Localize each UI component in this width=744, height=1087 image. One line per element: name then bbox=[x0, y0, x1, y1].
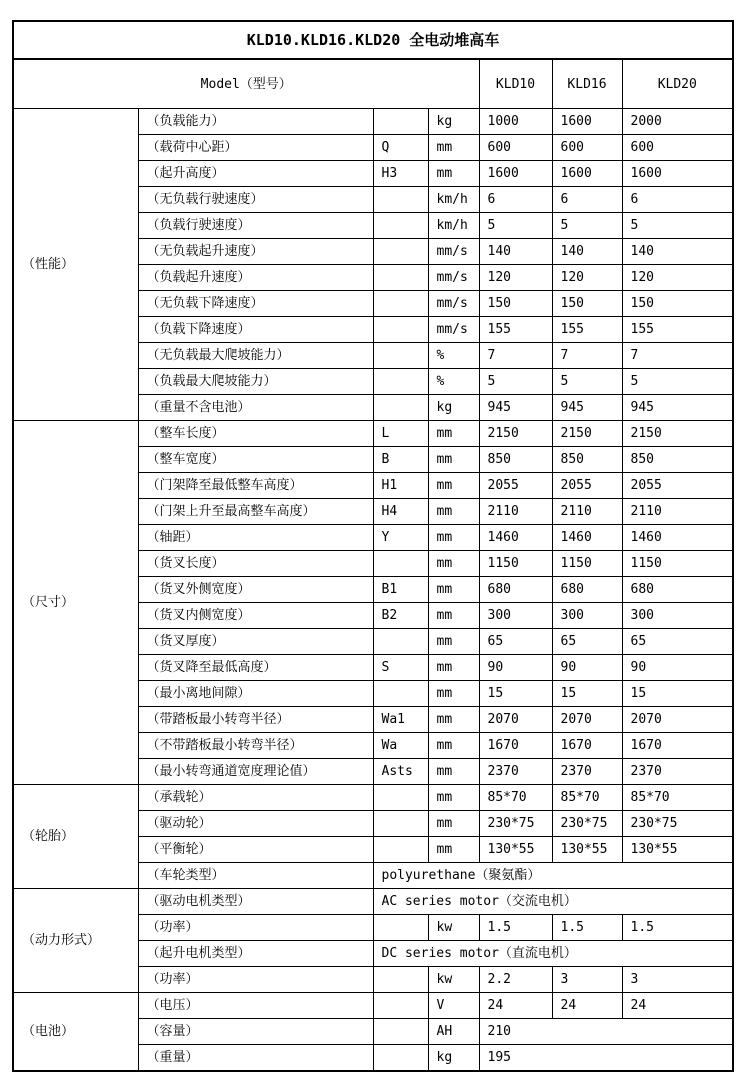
value-cell: 140 bbox=[552, 239, 622, 265]
value-cell: 6 bbox=[552, 187, 622, 213]
value-cell: 150 bbox=[479, 291, 552, 317]
value-cell: 7 bbox=[479, 343, 552, 369]
merged-value-cell: 210 bbox=[479, 1019, 733, 1045]
value-cell: 1.5 bbox=[552, 915, 622, 941]
value-cell: 2070 bbox=[622, 707, 733, 733]
symbol-cell bbox=[373, 681, 428, 707]
value-cell: 85*70 bbox=[479, 785, 552, 811]
value-cell: 15 bbox=[479, 681, 552, 707]
value-cell: 1670 bbox=[622, 733, 733, 759]
spec-label-cell: （门架上升至最高整车高度） bbox=[138, 499, 373, 525]
spec-label-cell: （最小离地间隙） bbox=[138, 681, 373, 707]
value-cell: 65 bbox=[622, 629, 733, 655]
spec-label-cell: （不带踏板最小转弯半径） bbox=[138, 733, 373, 759]
value-cell: 1460 bbox=[552, 525, 622, 551]
unit-cell: mm bbox=[428, 785, 479, 811]
spec-label-cell: （负载下降速度） bbox=[138, 317, 373, 343]
spec-label-cell: （最小转弯通道宽度理论值） bbox=[138, 759, 373, 785]
value-cell: 5 bbox=[622, 213, 733, 239]
value-cell: 2070 bbox=[479, 707, 552, 733]
value-cell: 1670 bbox=[479, 733, 552, 759]
value-cell: 2370 bbox=[622, 759, 733, 785]
span-value-cell: polyurethane（聚氨酯） bbox=[373, 863, 733, 889]
spec-label-cell: （无负载行驶速度） bbox=[138, 187, 373, 213]
category-cell: （性能） bbox=[13, 109, 138, 421]
value-cell: 120 bbox=[552, 265, 622, 291]
value-cell: 120 bbox=[622, 265, 733, 291]
symbol-cell bbox=[373, 967, 428, 993]
table-row bbox=[13, 421, 733, 447]
unit-cell: mm/s bbox=[428, 239, 479, 265]
table-row bbox=[13, 889, 733, 915]
spec-label-cell: （驱动电机类型） bbox=[138, 889, 373, 915]
symbol-cell: B bbox=[373, 447, 428, 473]
value-cell: 2110 bbox=[479, 499, 552, 525]
value-cell: 1.5 bbox=[622, 915, 733, 941]
table-title-row bbox=[13, 21, 733, 59]
spec-label-cell: （负载行驶速度） bbox=[138, 213, 373, 239]
spec-label-cell: （负载能力） bbox=[138, 109, 373, 135]
value-cell: 1150 bbox=[622, 551, 733, 577]
spec-label-cell: （电压） bbox=[138, 993, 373, 1019]
symbol-cell: H3 bbox=[373, 161, 428, 187]
value-cell: 2055 bbox=[622, 473, 733, 499]
unit-cell: km/h bbox=[428, 213, 479, 239]
value-cell: 7 bbox=[552, 343, 622, 369]
value-cell: 155 bbox=[479, 317, 552, 343]
unit-cell: mm bbox=[428, 681, 479, 707]
unit-cell: kg bbox=[428, 1045, 479, 1072]
category-cell: （轮胎） bbox=[13, 785, 138, 889]
value-cell: 150 bbox=[622, 291, 733, 317]
symbol-cell bbox=[373, 213, 428, 239]
span-value-cell: DC series motor（直流电机） bbox=[373, 941, 733, 967]
value-cell: 85*70 bbox=[552, 785, 622, 811]
symbol-cell bbox=[373, 109, 428, 135]
model-column-kld20: KLD20 bbox=[622, 59, 733, 109]
value-cell: 3 bbox=[622, 967, 733, 993]
value-cell: 15 bbox=[622, 681, 733, 707]
symbol-cell bbox=[373, 551, 428, 577]
value-cell: 1600 bbox=[479, 161, 552, 187]
value-cell: 2.2 bbox=[479, 967, 552, 993]
value-cell: 24 bbox=[552, 993, 622, 1019]
symbol-cell: Asts bbox=[373, 759, 428, 785]
spec-label-cell: （货叉厚度） bbox=[138, 629, 373, 655]
value-cell: 5 bbox=[552, 213, 622, 239]
table-row bbox=[13, 993, 733, 1019]
spec-label-cell: （负载起升速度） bbox=[138, 265, 373, 291]
unit-cell: mm bbox=[428, 603, 479, 629]
value-cell: 150 bbox=[552, 291, 622, 317]
unit-cell: mm bbox=[428, 421, 479, 447]
value-cell: 65 bbox=[552, 629, 622, 655]
value-cell: 5 bbox=[479, 213, 552, 239]
symbol-cell: B2 bbox=[373, 603, 428, 629]
unit-cell: mm bbox=[428, 837, 479, 863]
spec-label-cell: （货叉长度） bbox=[138, 551, 373, 577]
unit-cell: mm bbox=[428, 733, 479, 759]
value-cell: 850 bbox=[622, 447, 733, 473]
value-cell: 2000 bbox=[622, 109, 733, 135]
unit-cell: mm bbox=[428, 525, 479, 551]
span-value-cell: AC series motor（交流电机） bbox=[373, 889, 733, 915]
spec-label-cell: （重量不含电池） bbox=[138, 395, 373, 421]
symbol-cell bbox=[373, 1019, 428, 1045]
value-cell: 24 bbox=[479, 993, 552, 1019]
symbol-cell bbox=[373, 993, 428, 1019]
spec-label-cell: （负载最大爬坡能力） bbox=[138, 369, 373, 395]
symbol-cell bbox=[373, 1045, 428, 1072]
value-cell: 1600 bbox=[622, 161, 733, 187]
symbol-cell bbox=[373, 291, 428, 317]
spec-label-cell: （轴距） bbox=[138, 525, 373, 551]
spec-label-cell: （无负载下降速度） bbox=[138, 291, 373, 317]
category-cell: （电池） bbox=[13, 993, 138, 1072]
value-cell: 850 bbox=[552, 447, 622, 473]
merged-value-cell: 195 bbox=[479, 1045, 733, 1072]
spec-label-cell: （重量） bbox=[138, 1045, 373, 1072]
value-cell: 2055 bbox=[552, 473, 622, 499]
value-cell: 65 bbox=[479, 629, 552, 655]
spec-label-cell: （功率） bbox=[138, 915, 373, 941]
unit-cell: mm bbox=[428, 161, 479, 187]
value-cell: 600 bbox=[552, 135, 622, 161]
unit-cell: mm bbox=[428, 655, 479, 681]
value-cell: 130*55 bbox=[552, 837, 622, 863]
value-cell: 1000 bbox=[479, 109, 552, 135]
unit-cell: V bbox=[428, 993, 479, 1019]
spec-label-cell: （货叉降至最低高度） bbox=[138, 655, 373, 681]
value-cell: 680 bbox=[552, 577, 622, 603]
unit-cell: kg bbox=[428, 395, 479, 421]
value-cell: 6 bbox=[622, 187, 733, 213]
value-cell: 1460 bbox=[479, 525, 552, 551]
value-cell: 2110 bbox=[622, 499, 733, 525]
category-cell: （尺寸） bbox=[13, 421, 138, 785]
value-cell: 2370 bbox=[479, 759, 552, 785]
value-cell: 155 bbox=[622, 317, 733, 343]
spec-label-cell: （起升高度） bbox=[138, 161, 373, 187]
value-cell: 1.5 bbox=[479, 915, 552, 941]
symbol-cell: S bbox=[373, 655, 428, 681]
spec-label-cell: （平衡轮） bbox=[138, 837, 373, 863]
value-cell: 2370 bbox=[552, 759, 622, 785]
symbol-cell bbox=[373, 837, 428, 863]
value-cell: 140 bbox=[479, 239, 552, 265]
unit-cell: mm bbox=[428, 707, 479, 733]
symbol-cell bbox=[373, 369, 428, 395]
symbol-cell: Y bbox=[373, 525, 428, 551]
value-cell: 155 bbox=[552, 317, 622, 343]
value-cell: 2110 bbox=[552, 499, 622, 525]
unit-cell: mm bbox=[428, 577, 479, 603]
unit-cell: mm bbox=[428, 759, 479, 785]
value-cell: 85*70 bbox=[622, 785, 733, 811]
spec-label-cell: （功率） bbox=[138, 967, 373, 993]
symbol-cell bbox=[373, 395, 428, 421]
unit-cell: AH bbox=[428, 1019, 479, 1045]
value-cell: 140 bbox=[622, 239, 733, 265]
model-column-kld10: KLD10 bbox=[479, 59, 552, 109]
table-row bbox=[13, 109, 733, 135]
unit-cell: mm bbox=[428, 135, 479, 161]
unit-cell: mm bbox=[428, 499, 479, 525]
value-cell: 3 bbox=[552, 967, 622, 993]
value-cell: 90 bbox=[479, 655, 552, 681]
spec-label-cell: （带踏板最小转弯半径） bbox=[138, 707, 373, 733]
unit-cell: mm/s bbox=[428, 291, 479, 317]
spec-label-cell: （无负载起升速度） bbox=[138, 239, 373, 265]
unit-cell: mm bbox=[428, 551, 479, 577]
value-cell: 5 bbox=[552, 369, 622, 395]
symbol-cell: H4 bbox=[373, 499, 428, 525]
symbol-cell bbox=[373, 265, 428, 291]
value-cell: 1150 bbox=[552, 551, 622, 577]
value-cell: 945 bbox=[479, 395, 552, 421]
value-cell: 850 bbox=[479, 447, 552, 473]
value-cell: 2070 bbox=[552, 707, 622, 733]
value-cell: 680 bbox=[479, 577, 552, 603]
value-cell: 300 bbox=[479, 603, 552, 629]
value-cell: 2150 bbox=[622, 421, 733, 447]
value-cell: 1670 bbox=[552, 733, 622, 759]
unit-cell: km/h bbox=[428, 187, 479, 213]
value-cell: 130*55 bbox=[479, 837, 552, 863]
value-cell: 1150 bbox=[479, 551, 552, 577]
value-cell: 5 bbox=[479, 369, 552, 395]
value-cell: 600 bbox=[479, 135, 552, 161]
spec-label-cell: （无负载最大爬坡能力） bbox=[138, 343, 373, 369]
value-cell: 680 bbox=[622, 577, 733, 603]
symbol-cell: B1 bbox=[373, 577, 428, 603]
symbol-cell bbox=[373, 317, 428, 343]
unit-cell: mm bbox=[428, 473, 479, 499]
spec-table bbox=[12, 20, 734, 1072]
unit-cell: % bbox=[428, 369, 479, 395]
symbol-cell bbox=[373, 187, 428, 213]
value-cell: 945 bbox=[622, 395, 733, 421]
unit-cell: kw bbox=[428, 967, 479, 993]
value-cell: 90 bbox=[622, 655, 733, 681]
value-cell: 300 bbox=[622, 603, 733, 629]
spec-label-cell: （车轮类型） bbox=[138, 863, 373, 889]
value-cell: 1600 bbox=[552, 161, 622, 187]
unit-cell: mm bbox=[428, 629, 479, 655]
spec-label-cell: （货叉内侧宽度） bbox=[138, 603, 373, 629]
spec-label-cell: （承载轮） bbox=[138, 785, 373, 811]
spec-table-container bbox=[12, 20, 734, 1072]
symbol-cell: Q bbox=[373, 135, 428, 161]
symbol-cell bbox=[373, 915, 428, 941]
symbol-cell: Wa bbox=[373, 733, 428, 759]
model-header-label: Model（型号） bbox=[13, 59, 479, 109]
unit-cell: mm/s bbox=[428, 317, 479, 343]
value-cell: 24 bbox=[622, 993, 733, 1019]
symbol-cell: H1 bbox=[373, 473, 428, 499]
value-cell: 130*55 bbox=[622, 837, 733, 863]
symbol-cell: Wa1 bbox=[373, 707, 428, 733]
value-cell: 600 bbox=[622, 135, 733, 161]
spec-label-cell: （容量） bbox=[138, 1019, 373, 1045]
unit-cell: mm bbox=[428, 811, 479, 837]
spec-label-cell: （载荷中心距） bbox=[138, 135, 373, 161]
model-column-kld16: KLD16 bbox=[552, 59, 622, 109]
value-cell: 6 bbox=[479, 187, 552, 213]
value-cell: 945 bbox=[552, 395, 622, 421]
value-cell: 230*75 bbox=[622, 811, 733, 837]
spec-label-cell: （起升电机类型） bbox=[138, 941, 373, 967]
value-cell: 1460 bbox=[622, 525, 733, 551]
value-cell: 300 bbox=[552, 603, 622, 629]
value-cell: 5 bbox=[622, 369, 733, 395]
value-cell: 2055 bbox=[479, 473, 552, 499]
table-title: KLD10.KLD16.KLD20 全电动堆高车 bbox=[13, 21, 733, 59]
table-row bbox=[13, 785, 733, 811]
spec-label-cell: （货叉外侧宽度） bbox=[138, 577, 373, 603]
table-header-row bbox=[13, 59, 733, 109]
symbol-cell bbox=[373, 629, 428, 655]
value-cell: 1600 bbox=[552, 109, 622, 135]
spec-label-cell: （整车长度） bbox=[138, 421, 373, 447]
spec-label-cell: （门架降至最低整车高度） bbox=[138, 473, 373, 499]
value-cell: 2150 bbox=[552, 421, 622, 447]
symbol-cell bbox=[373, 239, 428, 265]
symbol-cell bbox=[373, 785, 428, 811]
value-cell: 2150 bbox=[479, 421, 552, 447]
symbol-cell: L bbox=[373, 421, 428, 447]
value-cell: 15 bbox=[552, 681, 622, 707]
value-cell: 90 bbox=[552, 655, 622, 681]
value-cell: 230*75 bbox=[552, 811, 622, 837]
category-cell: （动力形式） bbox=[13, 889, 138, 993]
unit-cell: % bbox=[428, 343, 479, 369]
unit-cell: kw bbox=[428, 915, 479, 941]
spec-label-cell: （整车宽度） bbox=[138, 447, 373, 473]
value-cell: 230*75 bbox=[479, 811, 552, 837]
spec-label-cell: （驱动轮） bbox=[138, 811, 373, 837]
unit-cell: kg bbox=[428, 109, 479, 135]
value-cell: 120 bbox=[479, 265, 552, 291]
value-cell: 7 bbox=[622, 343, 733, 369]
unit-cell: mm/s bbox=[428, 265, 479, 291]
symbol-cell bbox=[373, 811, 428, 837]
symbol-cell bbox=[373, 343, 428, 369]
unit-cell: mm bbox=[428, 447, 479, 473]
